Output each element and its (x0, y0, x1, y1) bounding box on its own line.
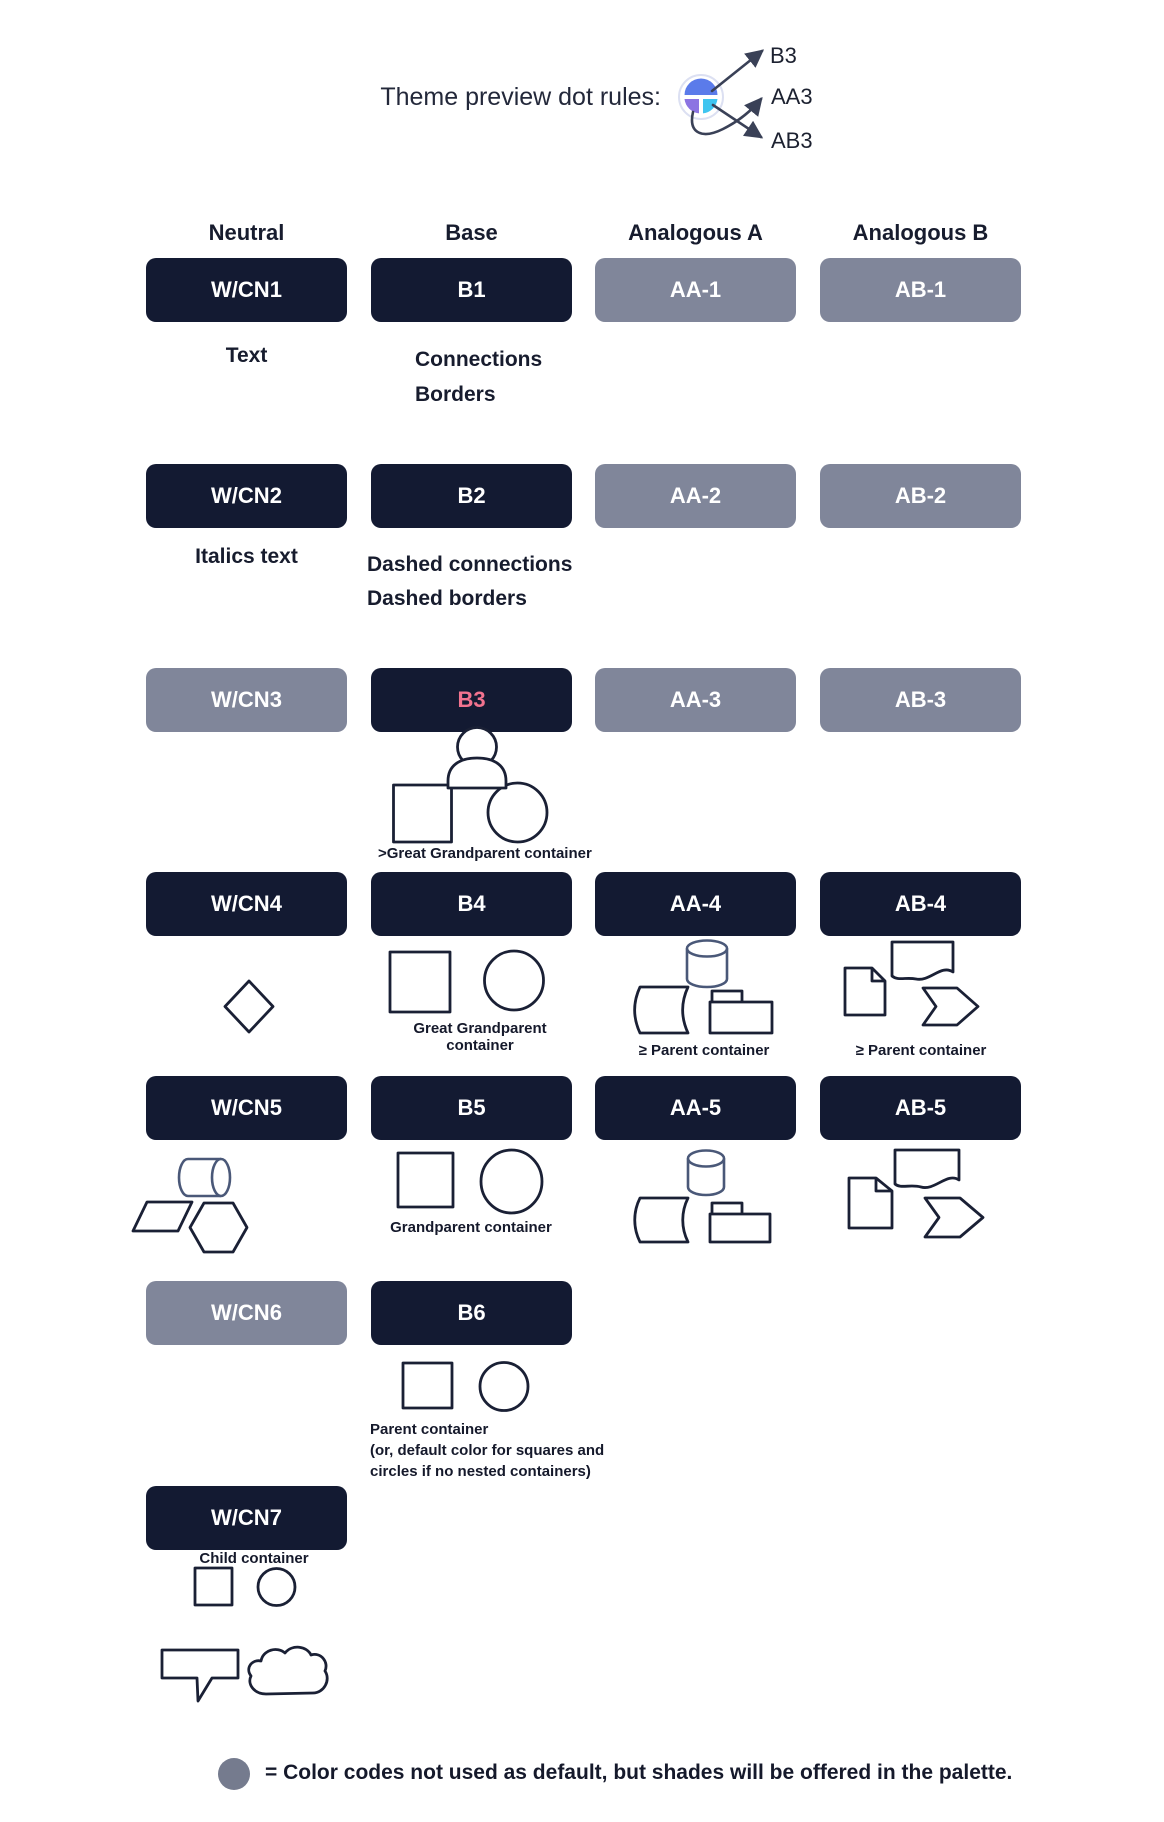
caption-b6-line3: circles if no nested containers) (370, 1463, 591, 1480)
label-text: Text (225, 344, 268, 367)
label-borders: Borders (415, 383, 496, 406)
arrow-to-b3 (712, 51, 762, 91)
chevron-shape-icon (923, 988, 978, 1025)
swatch-ab4: AB-4 (820, 872, 1021, 936)
folder-body-icon (710, 1002, 772, 1033)
swatch-b3: B3 (371, 668, 572, 732)
folder-body-icon (710, 1214, 770, 1242)
caption-b4: Great Grandparent container (413, 1020, 547, 1054)
column-header-analogous-a: Analogous A (628, 220, 763, 245)
dot-label-aa3: AA3 (771, 84, 813, 109)
swatch-wcn7: W/CN7 (146, 1486, 347, 1550)
caption-b6 (370, 1419, 604, 1482)
note-shape-icon (845, 968, 885, 1015)
hexagon-shape-icon (190, 1203, 247, 1252)
circle-shape-icon (481, 1150, 542, 1213)
swatch-b4: B4 (371, 872, 572, 936)
stored-data-shape-icon (635, 987, 688, 1033)
chevron-shape-icon (925, 1198, 983, 1237)
parallelogram-shape-icon (133, 1202, 192, 1231)
label-dashed-connections: Dashed connections (367, 553, 573, 576)
swatch-aa4: AA-4 (595, 872, 796, 936)
square-shape-icon (403, 1363, 452, 1408)
circle-shape-icon (485, 951, 544, 1010)
caption-b6-line2: (or, default color for squares and (370, 1442, 605, 1459)
dot-label-b3: B3 (770, 43, 797, 68)
label-connections: Connections (415, 348, 543, 371)
diamond-shape-icon (225, 981, 273, 1032)
arrow-to-ab3 (713, 105, 761, 137)
dot-rule-arrows (655, 38, 785, 153)
aa5-shapes (630, 1142, 780, 1247)
cylinder-top-icon (688, 1151, 724, 1167)
swatch-ab1: AB-1 (820, 258, 1021, 322)
note-shape-icon (849, 1178, 892, 1228)
caption-b5: Grandparent container (390, 1219, 552, 1236)
swatch-b1: B1 (371, 258, 572, 322)
caption-ab4: ≥ Parent container (855, 1042, 987, 1059)
legend-text: = Color codes not used as default, but shades will be offered in the palette. (265, 1761, 1013, 1784)
column-header-base: Base (445, 220, 498, 245)
caption-b3: >Great Grandparent container (378, 845, 592, 862)
label-italics-text: Italics text (195, 545, 298, 568)
stored-data-shape-icon (635, 1198, 688, 1242)
swatch-wcn5: W/CN5 (146, 1076, 347, 1140)
swatch-wcn6: W/CN6 (146, 1281, 347, 1345)
square-shape-icon (394, 785, 452, 842)
swatch-ab3: AB-3 (820, 668, 1021, 732)
b5-shapes (390, 1144, 550, 1220)
b3-shapes (380, 720, 560, 850)
wcn7-shapes (185, 1560, 300, 1610)
label-dashed (367, 548, 572, 616)
caption-aa4: ≥ Parent container (638, 1042, 770, 1059)
ab5-shapes (840, 1143, 985, 1238)
column-header-neutral: Neutral (208, 220, 285, 245)
speech-bubble-shape-icon (162, 1650, 238, 1701)
caption-b6-line1: Parent container (370, 1421, 489, 1438)
swatch-wcn3: W/CN3 (146, 668, 347, 732)
person-body-icon (448, 758, 506, 788)
square-shape-icon (195, 1568, 232, 1605)
square-shape-icon (390, 952, 450, 1012)
document-shape-icon (895, 1150, 959, 1188)
swatch-ab2: AB-2 (820, 464, 1021, 528)
circle-shape-icon (488, 783, 547, 842)
swatch-wcn1: W/CN1 (146, 258, 347, 322)
circle-shape-icon (258, 1569, 295, 1606)
swatch-wcn2: W/CN2 (146, 464, 347, 528)
column-header-analogous-b: Analogous B (852, 220, 989, 245)
b4-shapes (385, 944, 550, 1020)
swatch-b2: B2 (371, 464, 572, 528)
caption-wcn7: Child container (199, 1550, 309, 1567)
cylinder-top-icon (687, 941, 727, 957)
swatch-b5: B5 (371, 1076, 572, 1140)
wcn4-shapes (222, 979, 278, 1035)
swatch-b6: B6 (371, 1281, 572, 1345)
document-shape-icon (892, 942, 953, 979)
swatch-aa3: AA-3 (595, 668, 796, 732)
label-connections-borders (415, 342, 542, 412)
swatch-aa1: AA-1 (595, 258, 796, 322)
circle-shape-icon (480, 1363, 528, 1411)
swatch-ab5: AB-5 (820, 1076, 1021, 1140)
wcn7-extra-shapes (150, 1635, 335, 1720)
swatch-aa5: AA-5 (595, 1076, 796, 1140)
cloud-shape-icon (249, 1647, 327, 1694)
swatch-aa2: AA-2 (595, 464, 796, 528)
ab4-shapes (840, 935, 985, 1030)
page-title: Theme preview dot rules: (380, 83, 661, 111)
aa4-shapes (630, 932, 780, 1037)
legend-dot-icon (218, 1758, 250, 1790)
swatch-wcn4: W/CN4 (146, 872, 347, 936)
horizontal-cylinder-end-icon (212, 1159, 230, 1196)
wcn5-shapes (125, 1150, 255, 1260)
b6-shapes (395, 1355, 535, 1415)
dot-label-ab3: AB3 (771, 128, 813, 153)
square-shape-icon (398, 1153, 453, 1207)
label-dashed-borders: Dashed borders (367, 587, 527, 610)
